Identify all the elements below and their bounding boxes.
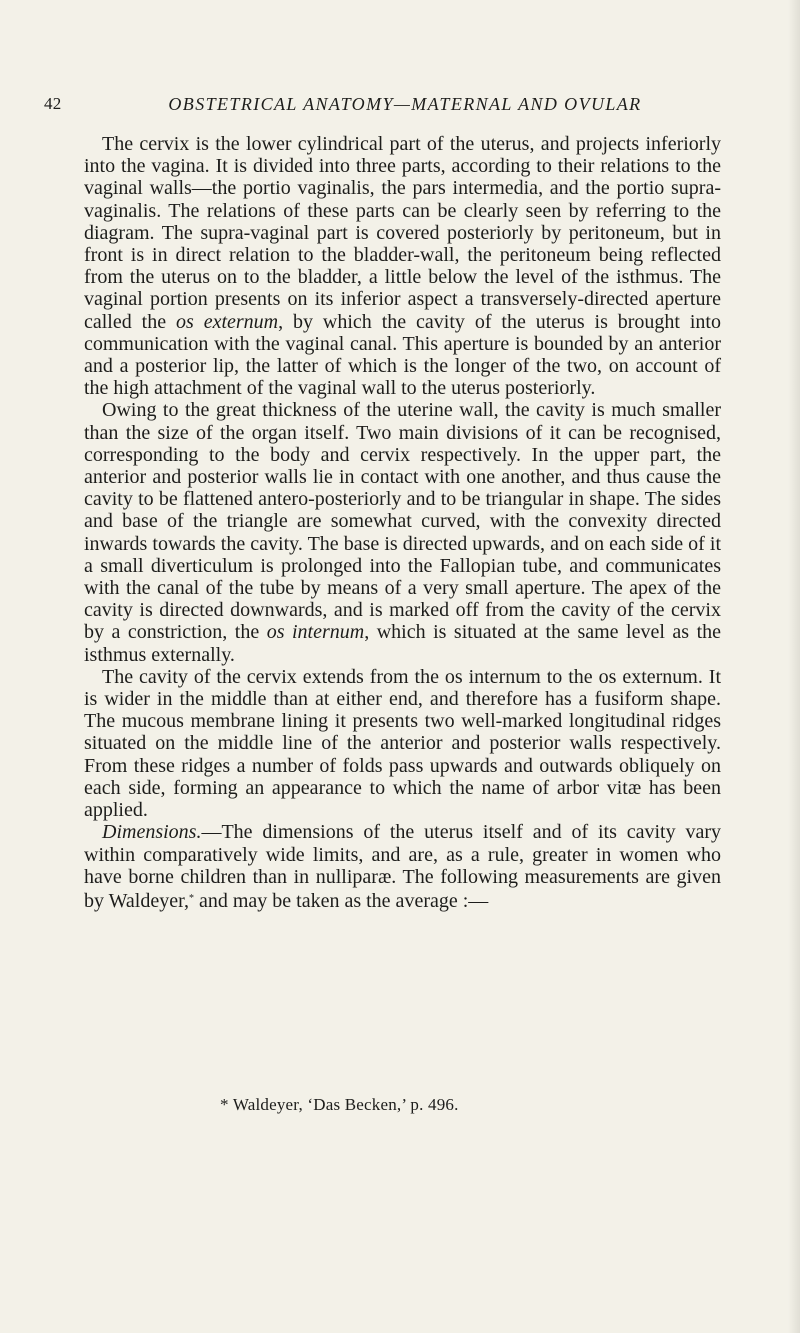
footnote-mark: * xyxy=(188,892,194,904)
page-number: 42 xyxy=(44,94,62,113)
paragraph-dimensions-text-a: —The dimensions of the uterus itself and of its cavity vary within comparatively wide limits, and are, as a rule, greater in women who have borne children than in nulliparæ. The following measurements are given by Waldeyer, xyxy=(84,821,721,912)
paragraph-dimensions-text-b: and may be taken as the average :— xyxy=(193,889,489,912)
page-edge-shadow xyxy=(788,0,800,1333)
paragraph-cavity-text-a: Owing to the great thickness of the uterine wall, the cavity is much smaller than the size of the organ itself. Two main divisions of it can be recognised, corresponding to the body and cervix respectively. In the upper part, the anterior and posterior walls lie in contact with one another, and thus cause the cavity to be flattened antero-posteriorly and to be triangular in shape. The sides and base of the triangle are somewhat curved, with the convexity directed inwards towards the cavity. The base is directed upwards, and on each side of it a small diverticulum is prolonged into the Fallopian tube, and communicates with the canal of the tube by means of a very small aperture. The apex of the cavity is directed downwards, and is marked off from the cavity of the cervix by a constriction, the xyxy=(84,399,721,644)
paragraph-cervix-text-b: , by which the cavity of the uterus is brought into communication with the vaginal canal. This aperture is bounded by an anterior and a posterior lip, the latter of which is the longer of the two, on account of the high attachment of the vaginal wall to the uterus posteriorly. xyxy=(84,310,721,400)
running-title: OBSTETRICAL ANATOMY—MATERNAL AND OVULAR xyxy=(168,94,642,114)
term-os-internum: os internum xyxy=(266,621,365,644)
paragraph-cervix xyxy=(84,133,721,399)
term-os-externum: os externum xyxy=(176,310,279,333)
paragraph-cervical-cavity: The cavity of the cervix extends from the os internum to the os externum. It is wider in the middle than at either end, and therefore has a fusiform shape. The mucous membrane lining it presents two well-marked longitudinal ridges situated on the middle line of the anterior and posterior walls respectively. From these ridges a number of folds pass upwards and outwards obliquely on each side, forming an appearance to which the name of arbor vitæ has been applied. xyxy=(84,665,721,822)
paragraph-cervix-text-a: The cervix is the lower cylindrical part of the uterus, and projects inferiorly into the vagina. It is divided into three parts, according to their relations to the vaginal walls—the portio vaginalis, the pars intermedia, and the portio supra-vaginalis. The relations of these parts can be clearly seen by referring to the diagram. The supra-vaginal part is covered posteriorly by peritoneum, but in front is in direct relation to the bladder-wall, the peritoneum being reflected from the uterus on to the bladder, a little below the level of the isthmus. The vaginal portion presents on its inferior aspect a transversely-directed aperture called the xyxy=(84,133,721,333)
heading-dimensions: Dimensions. xyxy=(102,821,202,844)
paragraph-cavity xyxy=(84,399,721,665)
page-header xyxy=(44,94,724,118)
paragraph-cavity-text-b: , which is situated at the same level as the isthmus externally. xyxy=(84,621,722,666)
footnote: * Waldeyer, ‘Das Becken,’ p. 496. xyxy=(220,1095,459,1114)
body-text xyxy=(84,133,721,912)
paragraph-dimensions xyxy=(84,821,721,912)
